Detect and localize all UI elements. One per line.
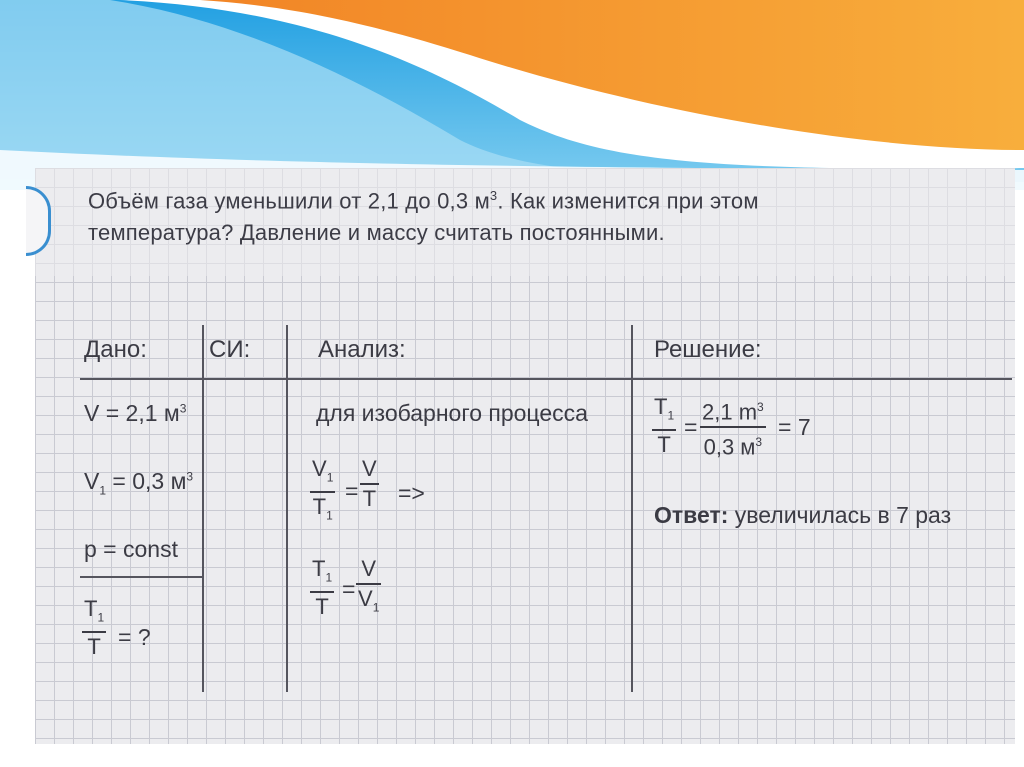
header-dano: Дано: xyxy=(84,336,147,363)
header-banner xyxy=(0,0,1024,190)
given-volume-1: $V_1 = 0,3$ $м^3$ xyxy=(84,468,194,498)
find-fraction: $T_1$ T xyxy=(84,596,105,660)
divider-analysis-solution xyxy=(631,325,633,692)
analysis-process: для изобарного процесса xyxy=(316,400,588,426)
eq2-equals: = xyxy=(342,576,356,602)
eq2-right-fraction: V $V_1$ xyxy=(358,556,380,615)
find-equals-question: = ? xyxy=(118,624,151,650)
solution-equals: = xyxy=(684,414,698,440)
given-pressure: p = const xyxy=(84,536,178,562)
answer-text: увеличилась в 7 раз xyxy=(734,502,952,528)
problem-statement: Объём газа уменьшили от 2,1 до 0,3 $м^3$. Как изменится при этом температура? Давление и массу считать постоянными. xyxy=(88,188,759,246)
eq1-right-fraction: V T xyxy=(362,456,377,511)
divider-si-analysis xyxy=(286,325,288,692)
header-analysis: Анализ: xyxy=(318,336,406,363)
answer-label: Ответ: xyxy=(654,502,729,528)
header-underline xyxy=(80,378,1012,380)
solution-left-fraction: $T_1$ T xyxy=(654,394,675,458)
eq1-equals: = xyxy=(345,478,359,504)
header-si: СИ: xyxy=(209,336,251,363)
eq2-left-fraction: $T_1$ T xyxy=(312,556,333,620)
header-solution: Решение: xyxy=(654,336,762,363)
given-volume: V = 2,1 $м^3$ xyxy=(84,400,187,426)
eq1-left-fraction: $V_1$ $T_1$ xyxy=(312,456,334,523)
divider-dano-si xyxy=(202,325,204,692)
given-find-separator xyxy=(80,576,204,578)
solution-right-fraction: 2,1 $m^3$ 0,3 $м^3$ xyxy=(702,399,764,460)
answer xyxy=(654,502,951,529)
eq1-arrow: => xyxy=(398,480,425,506)
solution-result: = 7 xyxy=(778,414,811,440)
